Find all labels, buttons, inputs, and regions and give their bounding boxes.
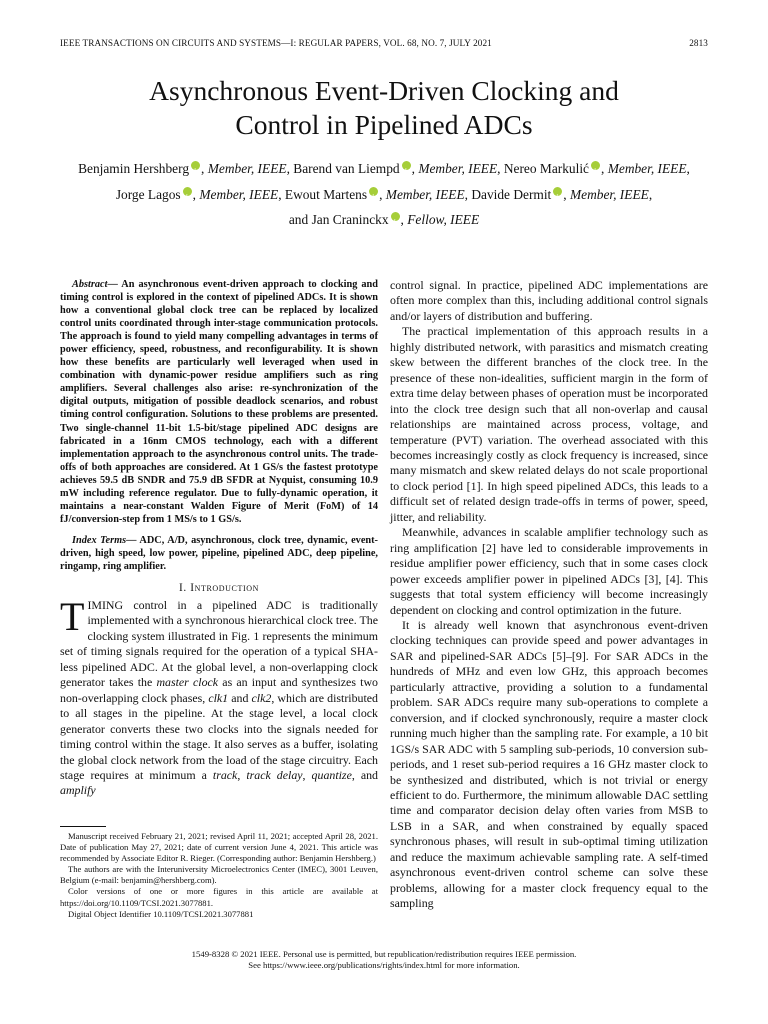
copyright-notice — [60, 949, 708, 971]
orcid-icon[interactable] — [183, 187, 192, 196]
author-name: Benjamin Hershberg — [78, 161, 190, 176]
author-role: Member, IEEE — [607, 161, 687, 176]
author-role: Fellow, IEEE — [407, 212, 480, 227]
footnotes — [60, 831, 378, 920]
author-name: Jan Craninckx — [311, 212, 389, 227]
term-track: track — [212, 768, 238, 783]
term-master-clock: master clock — [156, 675, 219, 690]
author-name: Ewout Martens — [284, 186, 368, 202]
orcid-icon[interactable] — [402, 161, 411, 170]
index-terms-label: Index Terms — [72, 534, 127, 546]
author-list — [40, 156, 728, 233]
running-header — [60, 38, 708, 48]
author-role: Member, IEEE — [418, 161, 498, 176]
author-role: Member, IEEE — [207, 161, 287, 176]
author-name: Davide Dermit — [471, 186, 552, 202]
copyright-line-2: See https://www.ieee.org/publications/rights/index.html for more information. — [248, 960, 520, 970]
footnote-color: Color versions of one or more figures in this article are available at https://doi.org/10.1109/TCSI.2021.3077881. — [60, 886, 378, 908]
page-number: 2813 — [689, 38, 708, 48]
author-line-1: Benjamin Hershbergi , Member, IEEE, Barend van Liempdi , Member, IEEE, Nereo Markulići , Member, IEEE, — [40, 156, 728, 182]
author-line-2: Jorge Lagosi , Member, IEEE, Ewout Martensi , Member, IEEE, Davide Dermiti , Member, IEEE, — [40, 182, 728, 208]
term-quantize: quantize — [311, 768, 352, 783]
drop-cap: T — [60, 594, 85, 640]
intro-text: , which are distributed to all stages in the pipeline. At the stage level, a local clock generator converts these two clocks into the signals needed for timing control within the stage. It also serves as a buffer, isolating the global clock network from the load of the stage circuitry. Each stage requires at minimum a — [60, 690, 379, 783]
footnote-doi: Digital Object Identifier 10.1109/TCSI.2021.3077881 — [68, 908, 254, 919]
intro-paragraph — [60, 594, 379, 799]
author-name: Jorge Lagos — [115, 186, 181, 202]
abstract: Abstract— An asynchronous event-driven approach to clocking and timing control is explored in the context of pipelined ADCs. It is shown how a conventional global clock tree can be replaced by localized control units coordinated through inter-stage communication protocols. The approach is found to yield many compelling advantages in terms of power efficiency, speed, robustness, and reconfigurability. It is shown how these benefits are particularly well leveraged when used in combination with dynamic-power residue amplifiers such as ring amplifiers. Several challenges also arise: re-synchronization of the digital outputs, mitigation of possible deadlock scenarios, and robust timing control configuration. Solutions to these problems are presented. Two single-channel 11-bit 1.5-bit/stage pipelined ADC designs are fabricated in a 16nm CMOS technology, each with a different implementation approach to the asynchronous control units. The trade-offs of both approaches are considered. At 1 GS/s the fastest prototype achieves 59.5 dB SNDR and 75.9 dB SFDR at Nyquist, consuming 10.9 mW including reference regulator. Due to fully-dynamic operation, it maintains a near-constant Walden Figure of Merit (FoM) of 14 fJ/conversion-step from 1 MS/s to 1 GS/s. — [60, 279, 378, 525]
intro-text: , — [302, 768, 312, 783]
author-and: and — [288, 212, 309, 227]
title-line-1: Asynchronous Event-Driven Clocking and — [149, 75, 619, 106]
author-role: Member, IEEE — [569, 186, 649, 202]
orcid-icon[interactable] — [553, 187, 562, 196]
section-heading — [60, 582, 378, 594]
body-paragraph: The practical implementation of this approach results in a highly distributed network, with parasitics and mismatch creating skew between the different branches of the clock tree. In the presence of these non-idealities, sufficient margin in the form of extra time delay between phases of operation must be incorporated into the clock tree design such that all non-overlap and causal relationships are maintained across process, voltage, and temperature (PVT) variation. The overhead associated with this becomes increasingly costly as clock frequency is increased, since many mismatch and skew related delays do not scale proportional to clock period [1]. In high speed pipelined ADCs, this leads to a difficult set of related design trade-offs in terms of power, speed, jitter, and reliability. — [390, 324, 708, 524]
author-name: Nereo Markulić — [503, 161, 590, 176]
section-numeral: I. — [179, 582, 187, 595]
footnote-divider — [60, 826, 106, 827]
body-paragraph: It is already well known that asynchronous event-driven clocking techniques can provide speed and power advantages in SAR and pipelined-SAR ADCs [5]–[9]. For SAR ADCs in the hundreds of MHz and even low GHz, this approach becomes particularly attractive, providing a solution to a fundamental problem. SAR ADCs require many sub-operations to complete a conversion, and if clocked synchronously, require a master clock running much higher than the sampling rate. For example, a 10 bit 1GS/s SAR ADC with 5 sampling sub-periods, 10 conversion sub-periods, and 1 reset sub-period requires a 16 GHz master clock to be synthesized and distributed, which is not trivial or energy efficient to do. Furthermore, the minimum allowable DAC settling time and comparator decision delay often varies from MSB to LSB in a SAR, and when constrained by equally spaced synchronous phases, will result in sub-optimal timing utilization and reduce the maximum achievable sampling rate. A self-timed asynchronous event-driven control scheme can solve these problems, allowing for a master clock frequency equal to the sampling — [390, 617, 708, 911]
term-track-delay: track delay — [246, 768, 303, 783]
intro-text: , — [237, 768, 247, 783]
right-column — [390, 278, 708, 912]
copyright-line-1: 1549-8328 © 2021 IEEE. Personal use is permitted, but republication/redistribution requires IEEE permission. — [191, 949, 577, 959]
author-role: Member, IEEE — [199, 186, 279, 202]
title-line-2: Control in Pipelined ADCs — [235, 109, 533, 140]
body-paragraph: control signal. In practice, pipelined ADC implementations are often more complex than this, including additional control signals and/or layers of distribution and buffering. — [390, 278, 708, 323]
paper-title — [60, 74, 708, 142]
author-role: Member, IEEE — [385, 186, 465, 202]
section-title: Introduction — [190, 582, 259, 595]
footnote-manuscript: Manuscript received February 21, 2021; revised April 11, 2021; accepted April 28, 2021. Date of publication May 27, 2021; date of current version June 4, 2021. This article was recommended by Associate Editor R. Rieger. (Corresponding author: Benjamin Hershberg.) — [60, 831, 378, 864]
footnote-affiliation: The authors are with the Interuniversity Microelectronics Center (IMEC), 3001 Leuven, Belgium (e-mail: benjamin@hershberg.com). — [60, 864, 378, 886]
intro-text: IMING control in a pipelined ADC is traditionally implemented with a synchronous hierarchical clock tree. The clocking system illustrated in Fig. 1 represents the minimum set of timing signals required for the operation of a typical SHA-less pipelined ADC. At the global level, a non-overlapping clock generator takes the — [60, 598, 378, 690]
body-paragraph: Meanwhile, advances in scalable amplifier technology such as ring amplification [2] have led to considerable improvements in residue amplifier power efficiency, such that in some cases clock power exceeds amplifier power in pipelined ADCs [3], [4]. This suggests that total system efficiency will become increasingly dependent on clocking and control optimization in the future. — [390, 525, 708, 617]
intro-text: , and — [351, 768, 378, 783]
abstract-label: Abstract — [72, 279, 108, 290]
left-column — [60, 278, 378, 799]
abstract-text: An asynchronous event-driven approach to clocking and timing control is explored in the context of pipelined ADCs. It is shown how a conventional global clock tree can be replaced by localized control units coordinated through inter-stage communication protocols. The approach is found to yield many compelling advantages in terms of power efficiency, speed, robustness, and reconfigurability. It is shown how these benefits are particularly well leveraged when used in combination with dynamic-power residue amplifiers such as ring amplifiers. Several challenges also arise: re-synchronization of the digital outputs, mitigation of possible deadlock scenarios, and robust timing control configuration. Solutions to these problems are presented. Two single-channel 11-bit 1.5-bit/stage pipelined ADC designs are fabricated in a 16nm CMOS technology, each with a different implementation approach to the asynchronous control units. The trade-offs of both approaches are considered. At 1 GS/s the fastest prototype achieves 59.5 dB SNDR and 75.9 dB SFDR at Nyquist, consuming 10.9 mW including reference regulator. Due to fully-dynamic operation, it maintains a near-constant Walden Figure of Merit (FoM) of 14 fJ/conversion-step from 1 MS/s to 1 GS/s. — [60, 279, 378, 525]
orcid-icon[interactable] — [369, 187, 378, 196]
intro-text: and — [228, 690, 252, 705]
orcid-icon[interactable] — [191, 161, 200, 170]
index-terms-text: ADC, A/D, asynchronous, clock tree, dynamic, event-driven, high speed, low power, pipeline, pipelined ADC, deep pipeline, ringamp, ring amplifier. — [60, 534, 378, 572]
intro-text: as an input and synthesizes two non-overlapping clock phases, — [60, 675, 378, 705]
index-terms: Index Terms— ADC, A/D, asynchronous, clock tree, dynamic, event-driven, high speed, low power, pipeline, pipelined ADC, deep pipeline, ringamp, ring amplifier. — [60, 534, 378, 572]
author-line-3: and Jan Craninckxi , Fellow, IEEE — [40, 207, 728, 233]
term-clk1: clk1 — [208, 690, 229, 705]
journal-name: IEEE TRANSACTIONS ON CIRCUITS AND SYSTEMS—I: REGULAR PAPERS, VOL. 68, NO. 7, JULY 2021 — [60, 38, 492, 48]
author-name: Barend van Liempd — [293, 161, 400, 176]
term-amplify: amplify — [60, 783, 96, 798]
term-clk2: clk2 — [251, 690, 272, 705]
orcid-icon[interactable] — [391, 212, 400, 221]
orcid-icon[interactable] — [591, 161, 600, 170]
